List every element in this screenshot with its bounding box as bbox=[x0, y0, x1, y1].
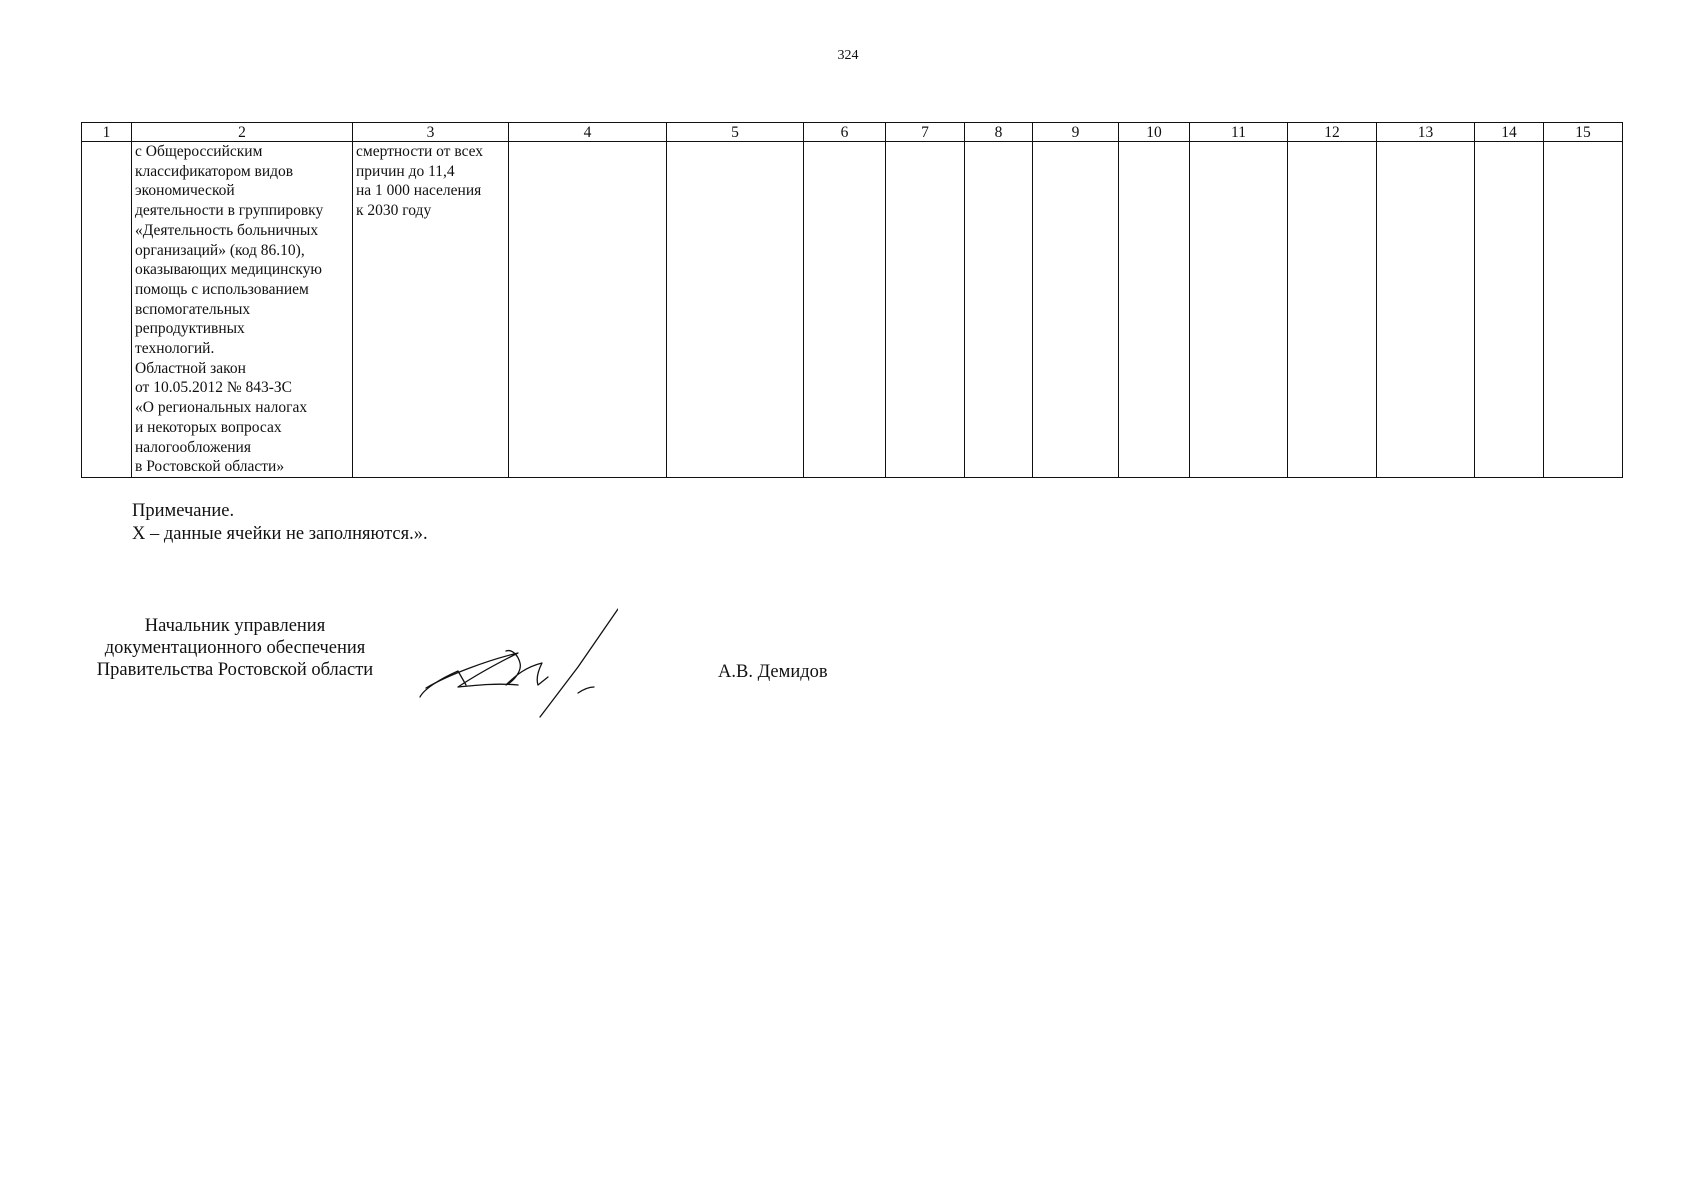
column-header: 10 bbox=[1119, 123, 1190, 142]
description-line: деятельности в группировку bbox=[135, 202, 324, 220]
description-line: оказывающих медицинскую bbox=[135, 261, 322, 279]
description-line: технологий. bbox=[135, 340, 215, 358]
description-line: «Деятельность больничных bbox=[135, 221, 319, 239]
column-header: 1 bbox=[82, 123, 132, 142]
table-cell-number bbox=[82, 142, 132, 478]
column-header: 9 bbox=[1033, 123, 1119, 142]
description-line: вспомогательных bbox=[135, 300, 251, 318]
signer-name: А.В. Демидов bbox=[718, 662, 828, 682]
description-line: и некоторых вопросах bbox=[135, 418, 282, 436]
column-header: 5 bbox=[667, 123, 804, 142]
indicator-line: на 1 000 населения bbox=[356, 182, 482, 200]
column-header: 11 bbox=[1190, 123, 1288, 142]
signatory-title-line: Правительства Ростовской области bbox=[96, 660, 374, 680]
table-cell-indicator bbox=[353, 142, 509, 478]
table-row bbox=[82, 142, 1623, 478]
signatory-title bbox=[81, 615, 389, 681]
column-header: 8 bbox=[965, 123, 1033, 142]
table-cell-empty bbox=[1475, 142, 1544, 478]
column-header: 3 bbox=[353, 123, 509, 142]
column-header: 6 bbox=[804, 123, 886, 142]
column-header: 4 bbox=[509, 123, 667, 142]
description-line: в Ростовской области» bbox=[135, 458, 285, 476]
table-cell-empty bbox=[965, 142, 1033, 478]
indicator-line: причин до 11,4 bbox=[356, 162, 455, 180]
handwritten-signature bbox=[418, 605, 618, 725]
table-cell-empty bbox=[667, 142, 804, 478]
description-line: организаций» (код 86.10), bbox=[135, 241, 305, 259]
description-line: экономической bbox=[135, 182, 235, 200]
table-cell-empty bbox=[1288, 142, 1377, 478]
table-header-row bbox=[82, 123, 1623, 142]
table-cell-empty bbox=[1033, 142, 1119, 478]
table-cell-empty bbox=[1190, 142, 1288, 478]
column-header: 14 bbox=[1475, 123, 1544, 142]
table-cell-empty bbox=[1119, 142, 1190, 478]
description-line: репродуктивных bbox=[135, 320, 245, 338]
description-line: Областной закон bbox=[135, 359, 246, 377]
note-block bbox=[132, 500, 428, 546]
column-header: 12 bbox=[1288, 123, 1377, 142]
indicator-line: смертности от всех bbox=[356, 143, 484, 160]
table-cell-empty bbox=[509, 142, 667, 478]
table-cell-empty bbox=[1377, 142, 1475, 478]
table-cell-empty bbox=[1544, 142, 1623, 478]
note-heading: Примечание. bbox=[132, 501, 235, 521]
table-cell-empty bbox=[804, 142, 886, 478]
signatory-title-line: Начальник управления bbox=[144, 616, 326, 636]
description-line: с Общероссийским bbox=[135, 143, 263, 160]
table-cell-empty bbox=[886, 142, 965, 478]
page-number: 324 bbox=[837, 48, 859, 63]
data-table bbox=[81, 122, 1623, 478]
description-line: помощь с использованием bbox=[135, 280, 309, 298]
description-line: «О региональных налогах bbox=[135, 399, 308, 417]
table-cell-description bbox=[132, 142, 353, 478]
description-line: налогообложения bbox=[135, 438, 251, 456]
note-text: Х – данные ячейки не заполняются.». bbox=[132, 524, 428, 544]
description-line: от 10.05.2012 № 843-ЗС bbox=[135, 379, 292, 397]
column-header: 13 bbox=[1377, 123, 1475, 142]
indicator-line: к 2030 году bbox=[356, 202, 432, 220]
column-header: 7 bbox=[886, 123, 965, 142]
column-header: 2 bbox=[132, 123, 353, 142]
column-header: 15 bbox=[1544, 123, 1623, 142]
signatory-title-line: документационного обеспечения bbox=[104, 638, 366, 658]
description-line: классификатором видов bbox=[135, 162, 294, 180]
